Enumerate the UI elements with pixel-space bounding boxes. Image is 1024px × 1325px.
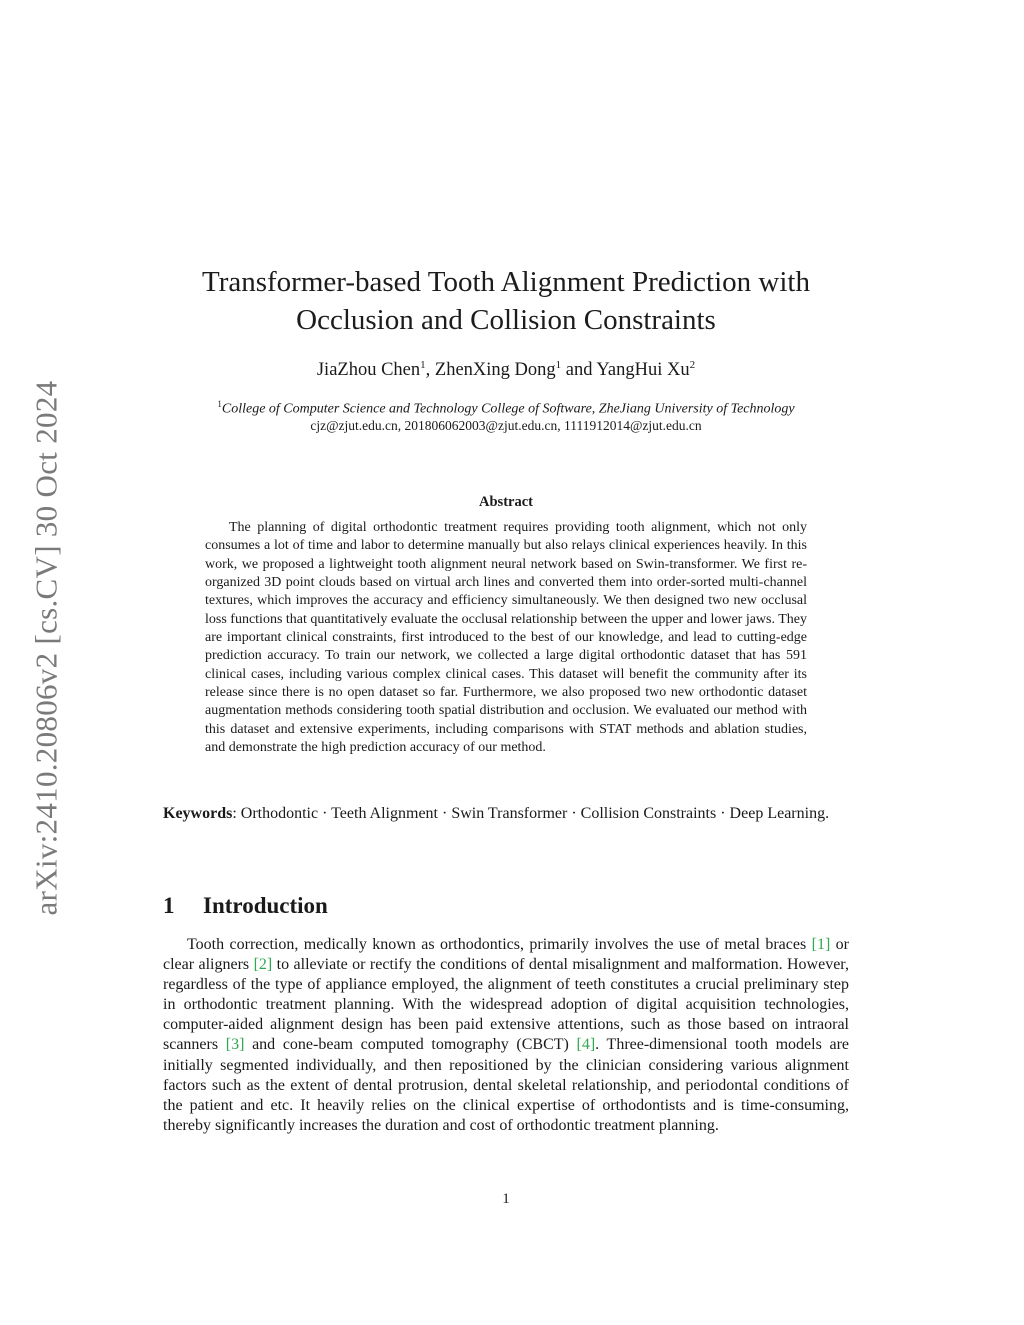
intro-text-3: to alleviate or rectify the conditions of dental misalignment and malformation. However, regardless of the type of appliance employed, the alignment of teeth constitutes a crucial preliminary step in orthodontic treatment planning. With the widespread adoption of digital acquisition technologies, computer-aided alignment design has been paid extensive attentions, such as those based on intraoral scanners [163,956,849,1054]
intro-text-5: . Three-dimensional tooth models are initially segmented individually, and then repositioned by the clinician considering various alignment factors such as the extent of dental protrusion, dental skeletal relationship, and periodontal conditions of the patient and etc. It heavily relies on the clinical expertise of orthodontists and is time-consuming, thereby significantly increases the duration and cost of orthodontic treatment planning. [163,1036,850,1134]
section-title-text: Introduction [203,893,328,918]
citation-link-2[interactable]: [2] [253,956,273,974]
abstract-body: The planning of digital orthodontic treatment requires providing tooth alignment, which not only consumes a lot of time and labor to determine manually but also relays clinical experiences heavily. In this work, we proposed a lightweight tooth alignment neural network based on Swin-transformer. We first re-organized 3D point clouds based on virtual arch lines and converted them into order-sorted multi-channel textures, which improves the accuracy and efficiency simultaneously. We then designed two new occlusal loss functions that quantitatively evaluate the occlusal relationship between the upper and lower jaws. They are important clinical constraints, first introduced to the best of our knowledge, and lead to cutting-edge prediction accuracy. To train our network, we collected a large digital orthodontic dataset that has 591 clinical cases, including various complex clinical cases. This dataset will benefit the community after its release since there is no open dataset so far. Furthermore, we also proposed two new orthodontic dataset augmentation methods considering tooth spatial distribution and occlusion. We evaluated our method with this dataset and extensive experiments, including comparisons with STAT methods and ablation studies, and demonstrate the high prediction accuracy of our method. [205,520,807,756]
citation-link-3[interactable]: [3] [225,1036,245,1054]
author-1-affiliation-mark: 1 [420,359,426,371]
intro-text-2: or clear aligners [163,936,850,974]
paper-title [163,263,849,339]
intro-text-4: and cone-beam computed tomography (CBCT) [244,1036,577,1054]
keywords-text: : Orthodontic · Teeth Alignment · Swin Transformer · Collision Constraints · Deep Learning. [232,805,830,822]
author-separator: , [425,360,435,381]
keywords-label: Keywords [163,805,233,822]
author-2: ZhenXing Dong [434,360,556,381]
author-1: JiaZhou Chen [316,360,421,381]
paper-title-line-2: Occlusion and Collision Constraints [296,304,716,336]
author-3-affiliation-mark: 2 [689,359,696,371]
author-2-affiliation-mark: 1 [555,359,562,371]
affiliation-text: College of Computer Science and Technology College of Software, ZheJiang University of Technology [221,401,795,417]
citation-link-4[interactable]: [4] [576,1036,596,1054]
author-list [163,359,849,381]
author-3: YangHui Xu [596,360,690,381]
author-emails: cjz@zjut.edu.cn, 201806062003@zjut.edu.cn, 1111912014@zjut.edu.cn [310,418,702,433]
section-number: 1 [163,893,175,918]
section-heading-introduction [163,893,849,919]
arxiv-identifier-stamp [26,355,66,940]
abstract-heading: Abstract [479,494,533,510]
introduction-paragraph [163,935,849,1136]
affiliation-mark: 1 [217,399,222,409]
affiliation [163,399,849,418]
page-number: 1 [502,1191,510,1207]
paper-title-line-1: Transformer-based Tooth Alignment Prediction with [202,266,810,298]
arxiv-identifier-text: arXiv:2410.20806v2 [cs.CV] 30 Oct 2024 [28,380,64,915]
keywords [163,804,849,825]
citation-link-1[interactable]: [1] [811,936,831,953]
author-separator-and: and [561,360,597,381]
intro-text-1: Tooth correction, medically known as orthodontics, primarily involves the use of metal braces [187,936,812,953]
